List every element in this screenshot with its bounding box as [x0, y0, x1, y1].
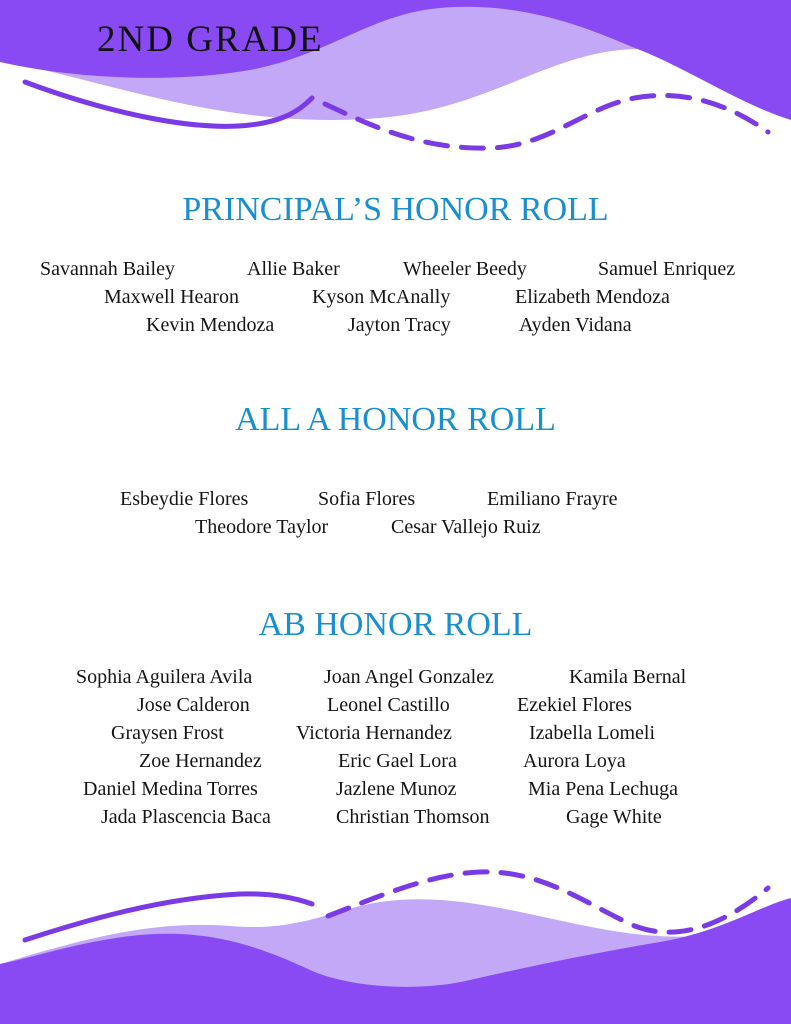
student-name: Cesar Vallejo Ruiz — [391, 516, 541, 538]
student-name: Elizabeth Mendoza — [515, 286, 670, 308]
principals-honor-roll-section — [0, 193, 791, 389]
student-name: Jazlene Munoz — [336, 778, 457, 800]
student-name: Emiliano Frayre — [487, 488, 618, 510]
student-name: Sofia Flores — [318, 488, 416, 510]
student-name: Wheeler Beedy — [403, 258, 527, 280]
student-name: Maxwell Hearon — [104, 286, 239, 308]
student-name: Christian Thomson — [336, 806, 490, 828]
name-list — [0, 667, 791, 837]
section-title: AB HONOR ROLL — [258, 606, 533, 643]
student-name: Graysen Frost — [111, 722, 224, 744]
bottom-wave-decoration — [0, 860, 791, 1024]
section-title: PRINCIPAL’S HONOR ROLL — [182, 191, 609, 228]
student-name: Esbeydie Flores — [120, 488, 249, 510]
student-name: Zoe Hernandez — [139, 750, 262, 772]
name-list — [0, 259, 791, 389]
student-name: Allie Baker — [247, 258, 340, 280]
name-list — [0, 489, 791, 559]
section-title: ALL A HONOR ROLL — [235, 401, 556, 438]
student-name: Samuel Enriquez — [598, 258, 736, 280]
student-name: Mia Pena Lechuga — [528, 778, 678, 800]
page-title: 2ND GRADE — [97, 19, 324, 60]
student-name: Victoria Hernandez — [296, 722, 452, 744]
student-name: Jayton Tracy — [348, 314, 451, 336]
student-name: Kamila Bernal — [569, 666, 687, 688]
student-name: Kevin Mendoza — [146, 314, 275, 336]
student-name: Sophia Aguilera Avila — [76, 666, 253, 688]
student-name: Joan Angel Gonzalez — [324, 666, 494, 688]
ab-honor-roll-section — [0, 608, 791, 837]
student-name: Ayden Vidana — [519, 314, 632, 336]
student-name: Savannah Bailey — [40, 258, 175, 280]
student-name: Kyson McAnally — [312, 286, 451, 308]
student-name: Jose Calderon — [137, 694, 250, 716]
student-name: Aurora Loya — [523, 750, 626, 772]
student-name: Izabella Lomeli — [529, 722, 656, 744]
student-name: Theodore Taylor — [195, 516, 329, 538]
student-name: Gage White — [566, 806, 662, 828]
student-name: Jada Plascencia Baca — [101, 806, 271, 828]
all-a-honor-roll-section — [0, 403, 791, 559]
student-name: Eric Gael Lora — [338, 750, 457, 772]
student-name: Leonel Castillo — [327, 694, 450, 716]
student-name: Daniel Medina Torres — [83, 778, 258, 800]
student-name: Ezekiel Flores — [517, 694, 632, 716]
